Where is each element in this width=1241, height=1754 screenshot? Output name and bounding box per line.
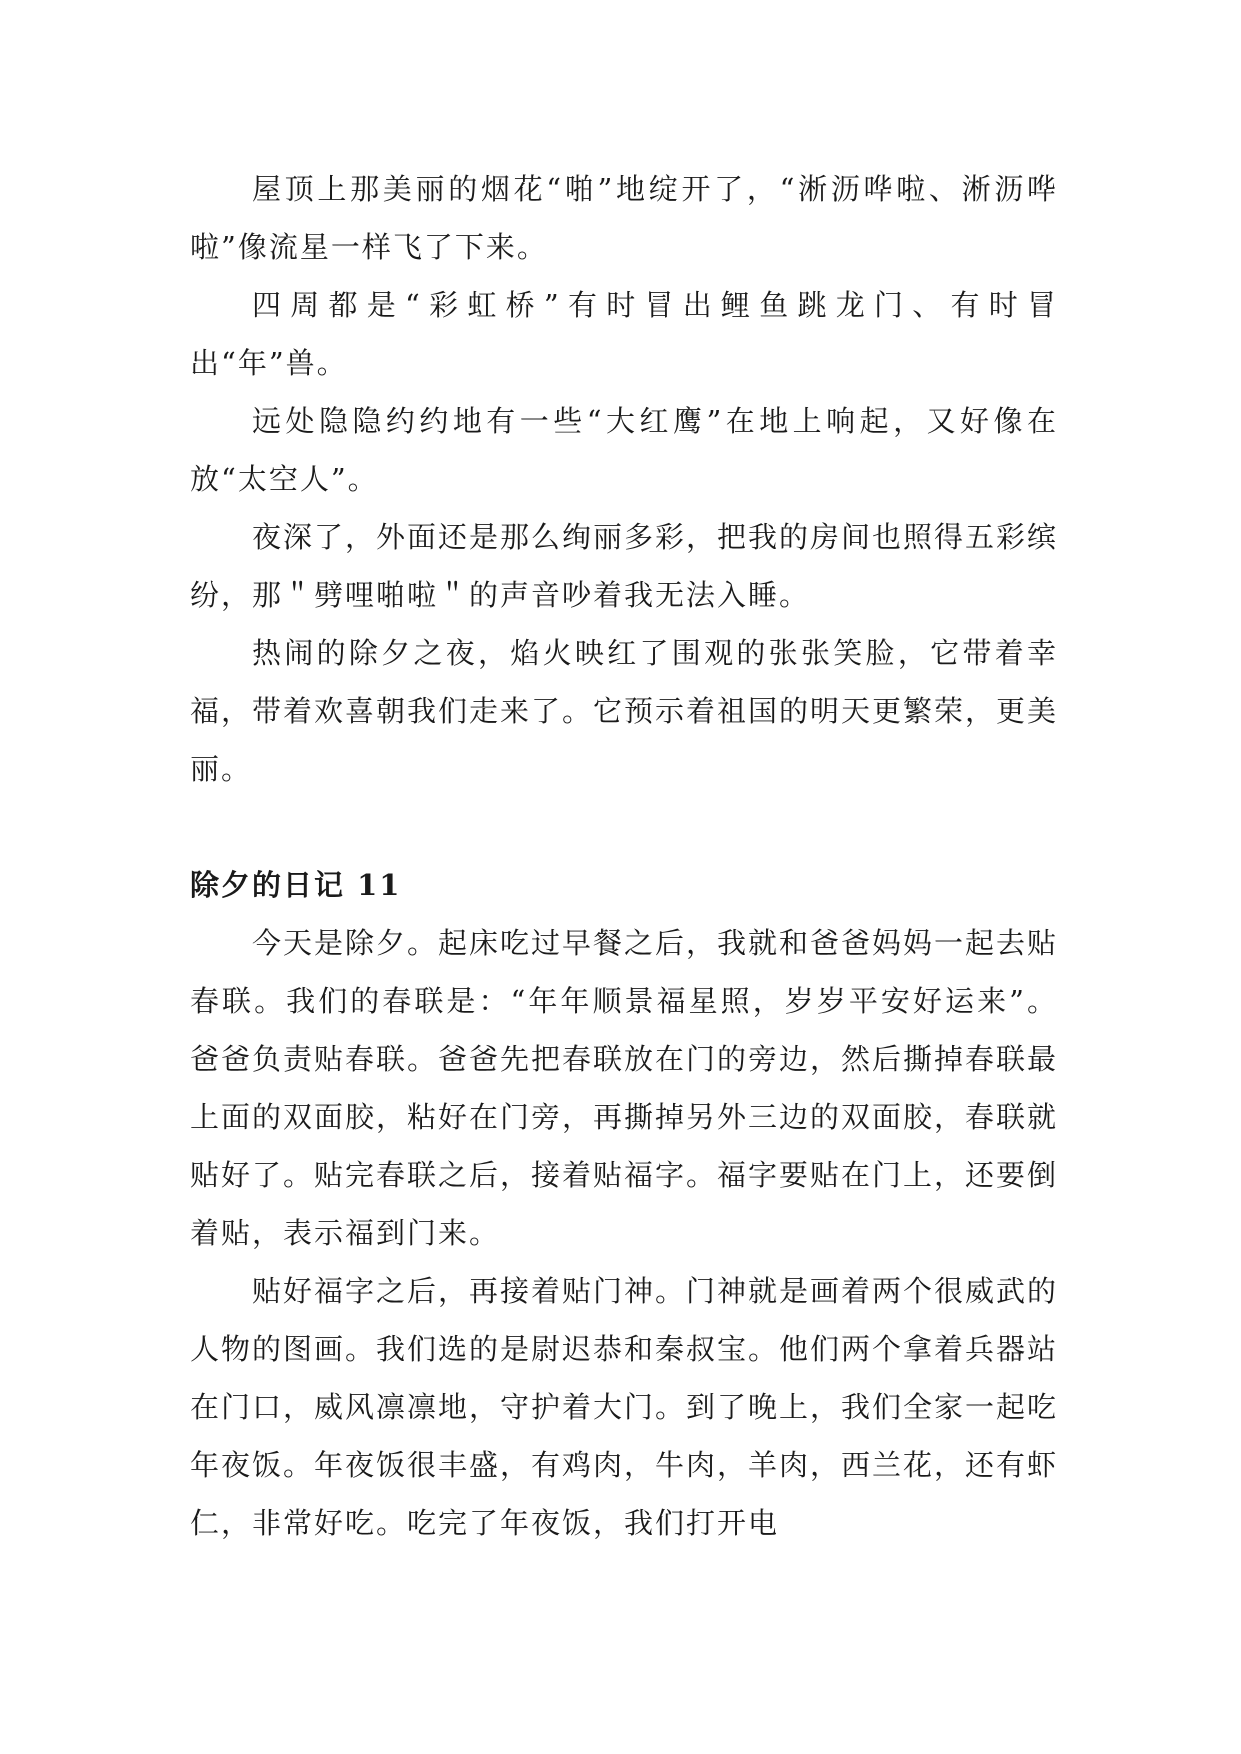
- paragraph-distant-fireworks: 远处隐隐约约地有一些“大红鹰”在地上响起，又好像在放“太空人”。: [190, 404, 1058, 496]
- paragraph-rainbow-bridge: 四周都是“彩虹桥”有时冒出鲤鱼跳龙门、有时冒出“年”兽。: [190, 288, 1058, 380]
- paragraph-spring-couplets: 今天是除夕。起床吃过早餐之后，我就和爸爸妈妈一起去贴春联。我们的春联是：“年年顺景福星照，岁岁平安好运来”。爸爸负责贴春联。爸爸先把春联放在门的旁边，然后撕掉春联最上面的双面胶，粘好在门旁，再撕掉另外三边的双面胶，春联就贴好了。贴完春联之后，接着贴福字。福字要贴在门上，还要倒着贴，表示福到门来。: [190, 926, 1059, 1250]
- paragraph-conclusion: 热闹的除夕之夜，焰火映红了围观的张张笑脸，它带着幸福，带着欢喜朝我们走来了。它预示着祖国的明天更繁荣，更美丽。: [190, 636, 1059, 786]
- document-page: [190, 160, 1058, 1552]
- paragraph-fireworks-roof: 屋顶上那美丽的烟花“啪”地绽开了，“淅沥哗啦、淅沥哗啦”像流星一样飞了下来。: [190, 172, 1058, 264]
- paragraph-door-gods: 贴好福字之后，再接着贴门神。门神就是画着两个很威武的人物的图画。我们选的是尉迟恭和秦叔宝。他们两个拿着兵器站在门口，威风凛凛地，守护着大门。到了晚上，我们全家一起吃年夜饭。年夜饭很丰盛，有鸡肉，牛肉，羊肉，西兰花，还有虾仁，非常好吃。吃完了年夜饭，我们打开电: [190, 1274, 1059, 1540]
- paragraph-late-night: 夜深了，外面还是那么绚丽多彩，把我的房间也照得五彩缤纷，那＂劈哩啪啦＂的声音吵着我无法入睡。: [190, 520, 1059, 612]
- section-title: 除夕的日记 11: [190, 868, 402, 902]
